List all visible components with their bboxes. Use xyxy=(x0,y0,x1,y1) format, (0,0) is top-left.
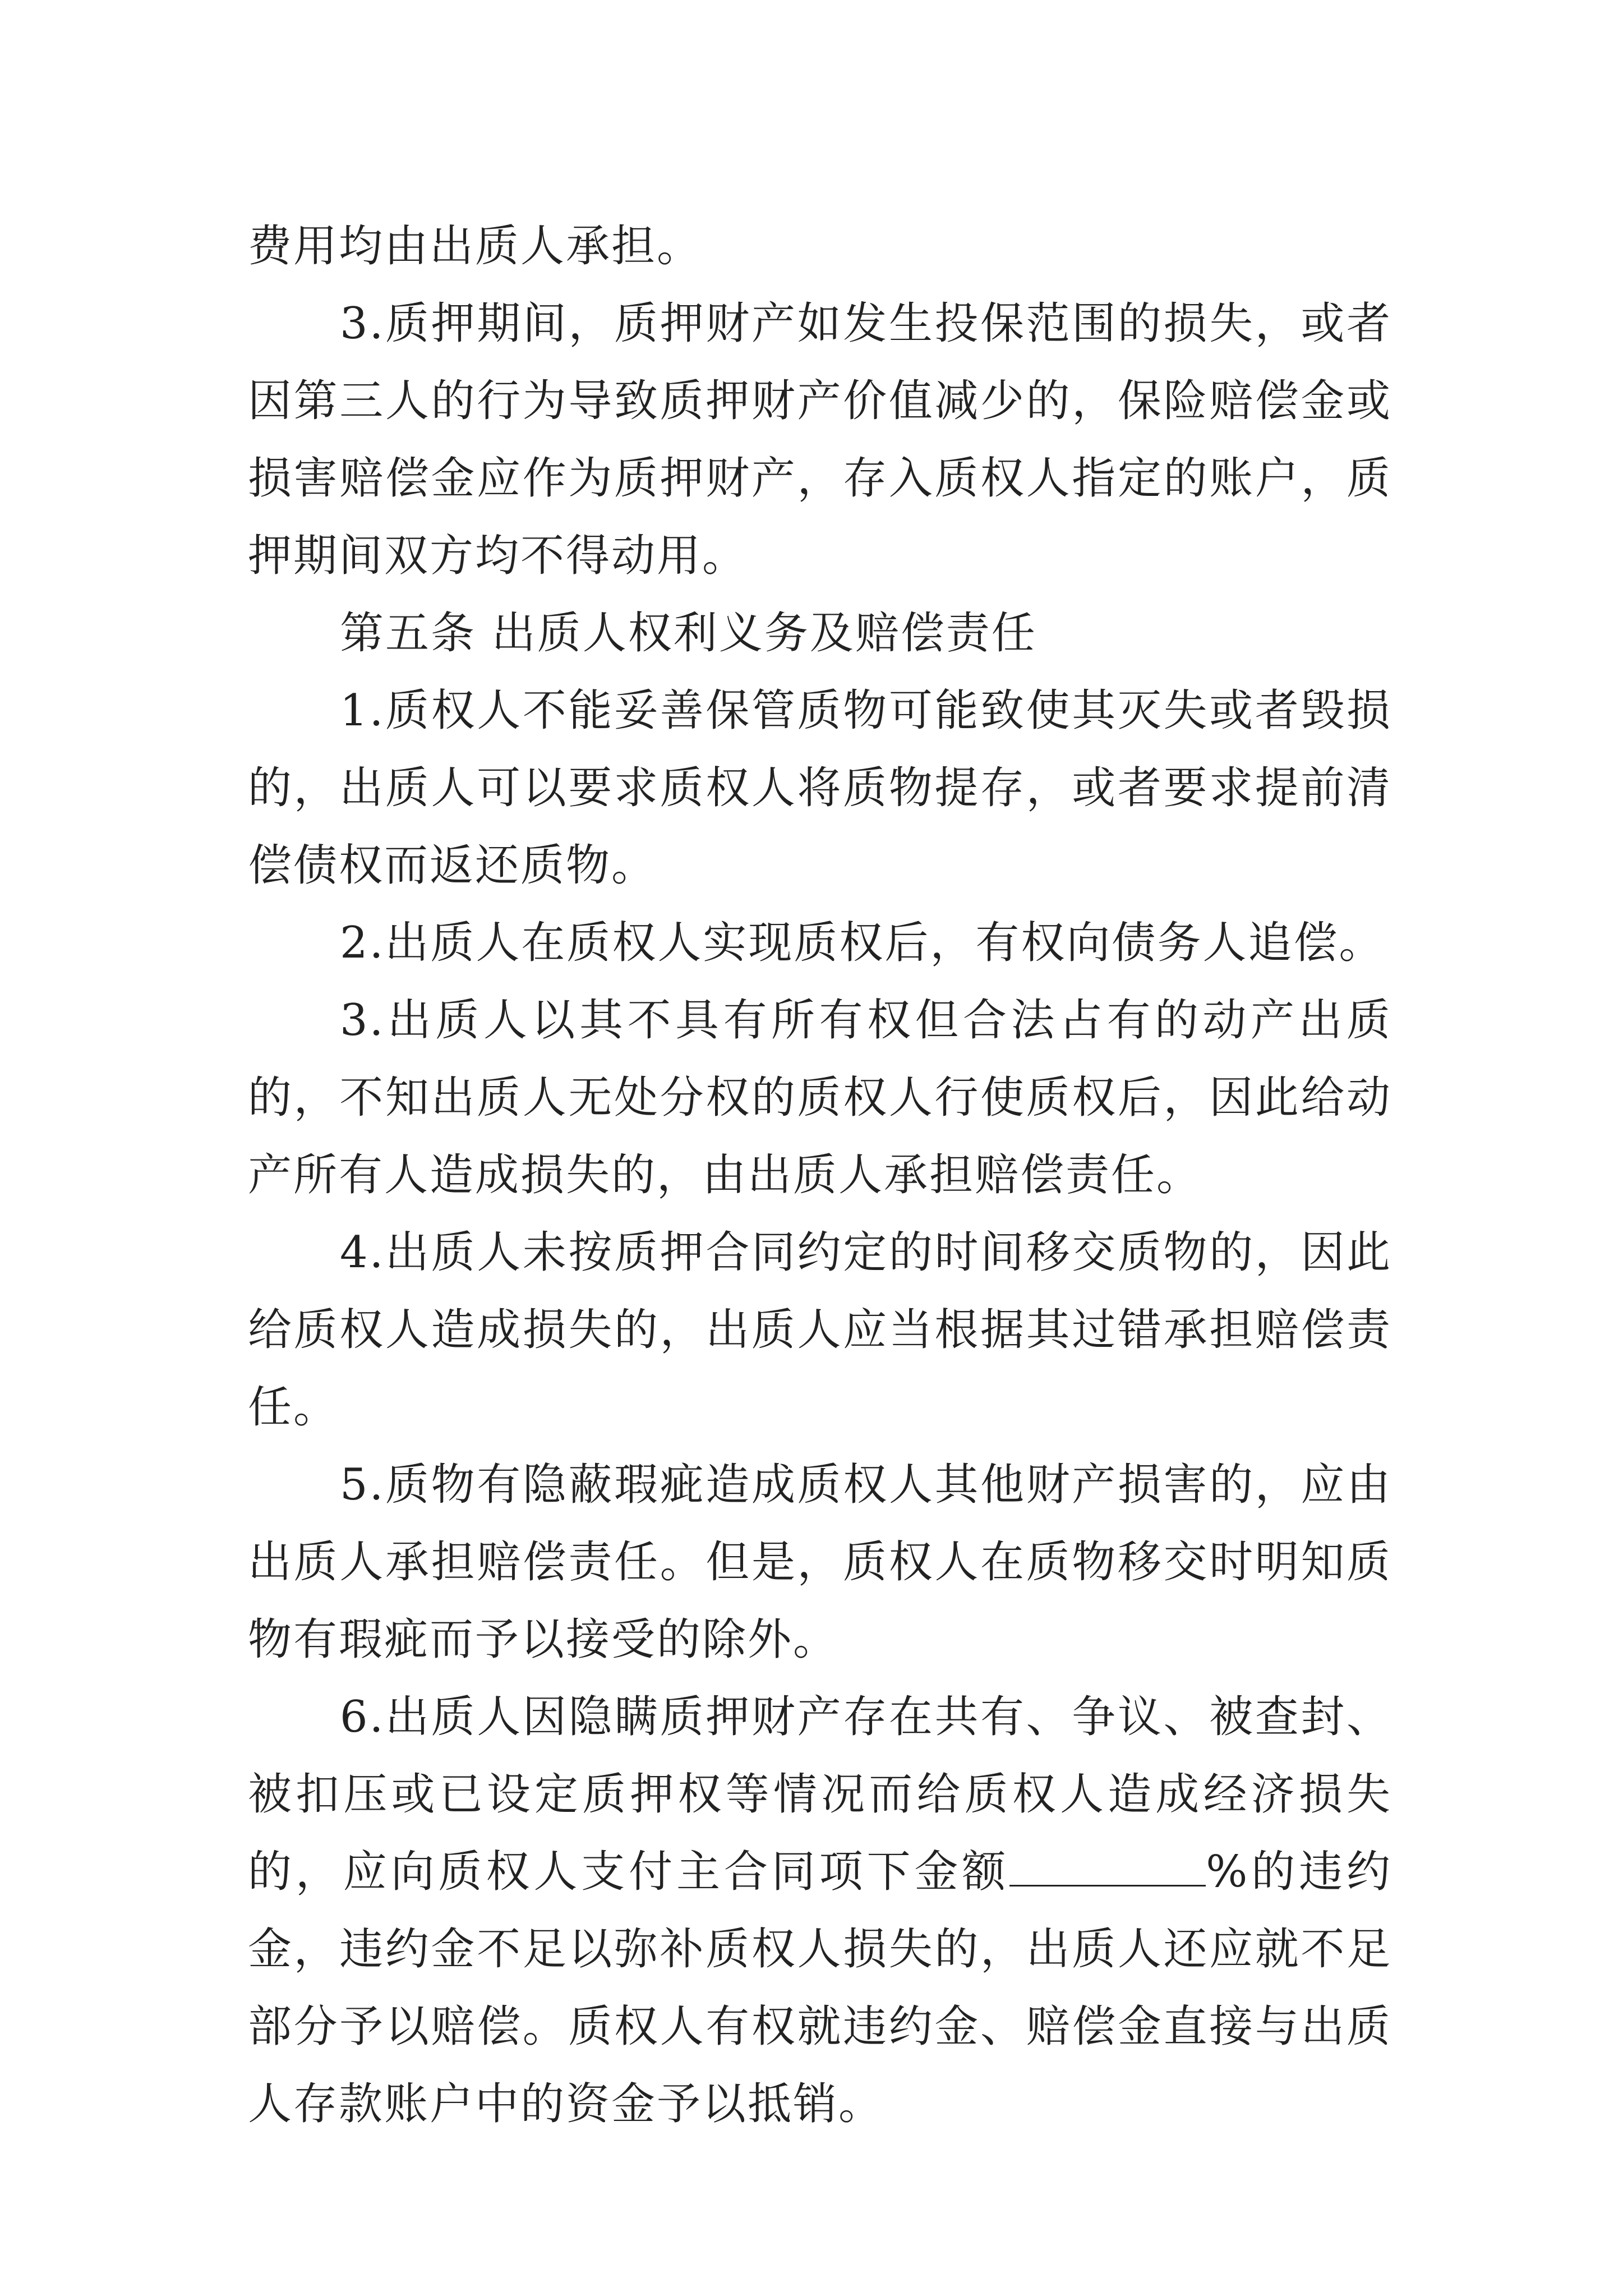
paragraph-clause-2: 2.出质人在质权人实现质权后，有权向债务人追偿。 xyxy=(340,918,1385,968)
article-heading: 第五条 出质人权利义务及赔偿责任 xyxy=(340,608,1037,659)
paragraph-clause-4: 4.出质人未按质押合同约定的时间移交质物的，因此给质权人造成损失的，出质人应当根据其过错承担赔偿责任。 xyxy=(248,1227,1392,1433)
paragraph-clause-5: 5.质物有隐蔽瑕疵造成质权人其他财产损害的，应由出质人承担赔偿责任。但是，质权人在质物移交时明知质物有瑕疵而予以接受的除外。 xyxy=(248,1460,1392,1665)
paragraph-clause-1: 1.质权人不能妥善保管质物可能致使其灭失或者毁损的，出质人可以要求质权人将质物提存，或者要求提前清偿债权而返还质物。 xyxy=(248,685,1392,891)
percentage-blank-line[interactable] xyxy=(1009,1846,1206,1887)
paragraph-continuation: 费用均由出质人承担。 xyxy=(248,221,703,272)
paragraph-clause-6 xyxy=(248,1678,1392,2143)
clause-6-text-after-blank: %的违约金，违约金不足以弥补质权人损失的，出质人还应就不足部分予以赔偿。质权人有权就违约金、赔偿金直接与出质人存款账户中的资金予以抵销。 xyxy=(248,1847,1392,2129)
clause-6-text-before-blank: 6.出质人因隐瞒质押财产存在共有、争议、被查封、被扣压或已设定质押权等情况而给质权人造成经济损失的，应向质权人支付主合同项下金额 xyxy=(248,1692,1392,1897)
paragraph-clause-3: 3.出质人以其不具有所有权但合法占有的动产出质的，不知出质人无处分权的质权人行使质权后，因此给动产所有人造成损失的，由出质人承担赔偿责任。 xyxy=(248,995,1392,1200)
document-body xyxy=(248,208,1392,2143)
paragraph-clause-3-insurance: 3.质押期间，质押财产如发生投保范围的损失，或者因第三人的行为导致质押财产价值减少的，保险赔偿金或损害赔偿金应作为质押财产，存入质权人指定的账户，质押期间双方均不得动用。 xyxy=(248,298,1392,581)
